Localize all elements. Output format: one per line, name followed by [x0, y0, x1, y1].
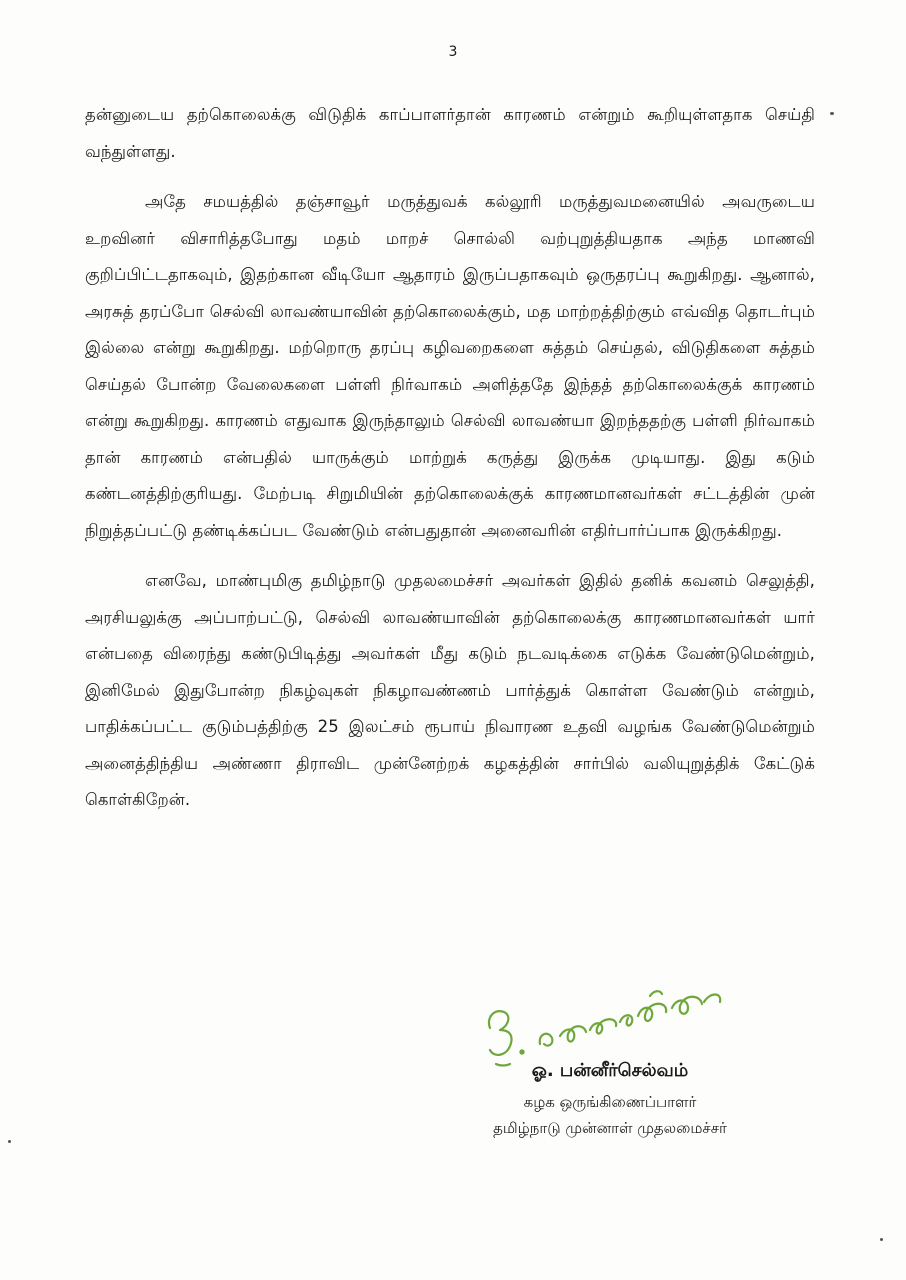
signatory-title: கழக ஒருங்கிணைப்பாளர்	[523, 1093, 697, 1111]
paragraph-2: அதே சமயத்தில் தஞ்சாவூர் மருத்துவக் கல்லூரி மருத்துவமனையில் அவருடைய உறவினர் விசாரித்தபோது மதம் மாறச் சொல்லி வற்புறுத்தியதாக அந்த மாணவி குறிப்பிட்டதாகவும், இதற்கான வீடியோ ஆதாரம் இருப்பதாகவும் ஒருதரப்பு கூறுகிறது. ஆனால், அரசுத் தரப்போ செல்வி லாவண்யாவின் தற்கொலைக்கும், மத மாற்றத்திற்கும் எவ்வித தொடர்பும் இல்லை என்று கூறுகிறது. மற்றொரு தரப்பு கழிவறைகளை சுத்தம் செய்தல், விடுதிகளை சுத்தம் செய்தல் போன்ற வேலைகளை பள்ளி நிர்வாகம் அளித்ததே இந்தத் தற்கொலைக்குக் காரணம் என்று கூறுகிறது. காரணம் எதுவாக இருந்தாலும் செல்வி லாவண்யா இறந்ததற்கு பள்ளி நிர்வாகம் தான் காரணம் என்பதில் யாருக்கும் மாற்றுக் கருத்து இருக்க முடியாது. இது கடும் கண்டனத்திற்குரியது. மேற்படி சிறுமியின் தற்கொலைக்குக் காரணமானவர்கள் சட்டத்தின் முன் நிறுத்தப்பட்டு தண்டிக்கப்பட வேண்டும் என்பதுதான் அனைவரின் எதிர்பார்ப்பாக இருக்கிறது.	[85, 192, 815, 540]
scan-speck	[880, 1238, 883, 1241]
paragraph-1: தன்னுடைய தற்கொலைக்கு விடுதிக் காப்பாளர்தான் காரணம் என்றும் கூறியுள்ளதாக செய்தி வந்துள்ளது.	[85, 105, 815, 161]
paragraph-3: எனவே, மாண்புமிகு தமிழ்நாடு முதலமைச்சர் அவர்கள் இதில் தனிக் கவனம் செலுத்தி, அரசியலுக்கு அப்பாற்பட்டு, செல்வி லாவண்யாவின் தற்கொலைக்கு காரணமானவர்கள் யார் என்பதை விரைந்து கண்டுபிடித்து அவர்கள் மீது கடும் நடவடிக்கை எடுக்க வேண்டுமென்றும், இனிமேல் இதுபோன்ற நிகழ்வுகள் நிகழாவண்ணம் பார்த்துக் கொள்ள வேண்டும் என்றும், பாதிக்கப்பட்ட குடும்பத்திற்கு 25 இலட்சம் ரூபாய் நிவாரண உதவி வழங்க வேண்டுமென்றும் அனைத்திந்திய அண்ணா திராவிட முன்னேற்றக் கழகத்தின் சார்பில் வலியுறுத்திக் கேட்டுக் கொள்கிறேன்.	[85, 571, 815, 809]
signatory-block	[440, 1060, 780, 1141]
signatory-name: ஓ. பன்னீர்செல்வம்	[531, 1060, 689, 1081]
letter-body	[85, 97, 815, 819]
handwritten-signature	[482, 978, 742, 1070]
signatory-former-title: தமிழ்நாடு முன்னாள் முதலமைச்சர்	[493, 1119, 727, 1137]
scan-speck	[8, 1140, 11, 1143]
scan-speck	[830, 112, 834, 115]
page-number: 3	[448, 44, 458, 60]
